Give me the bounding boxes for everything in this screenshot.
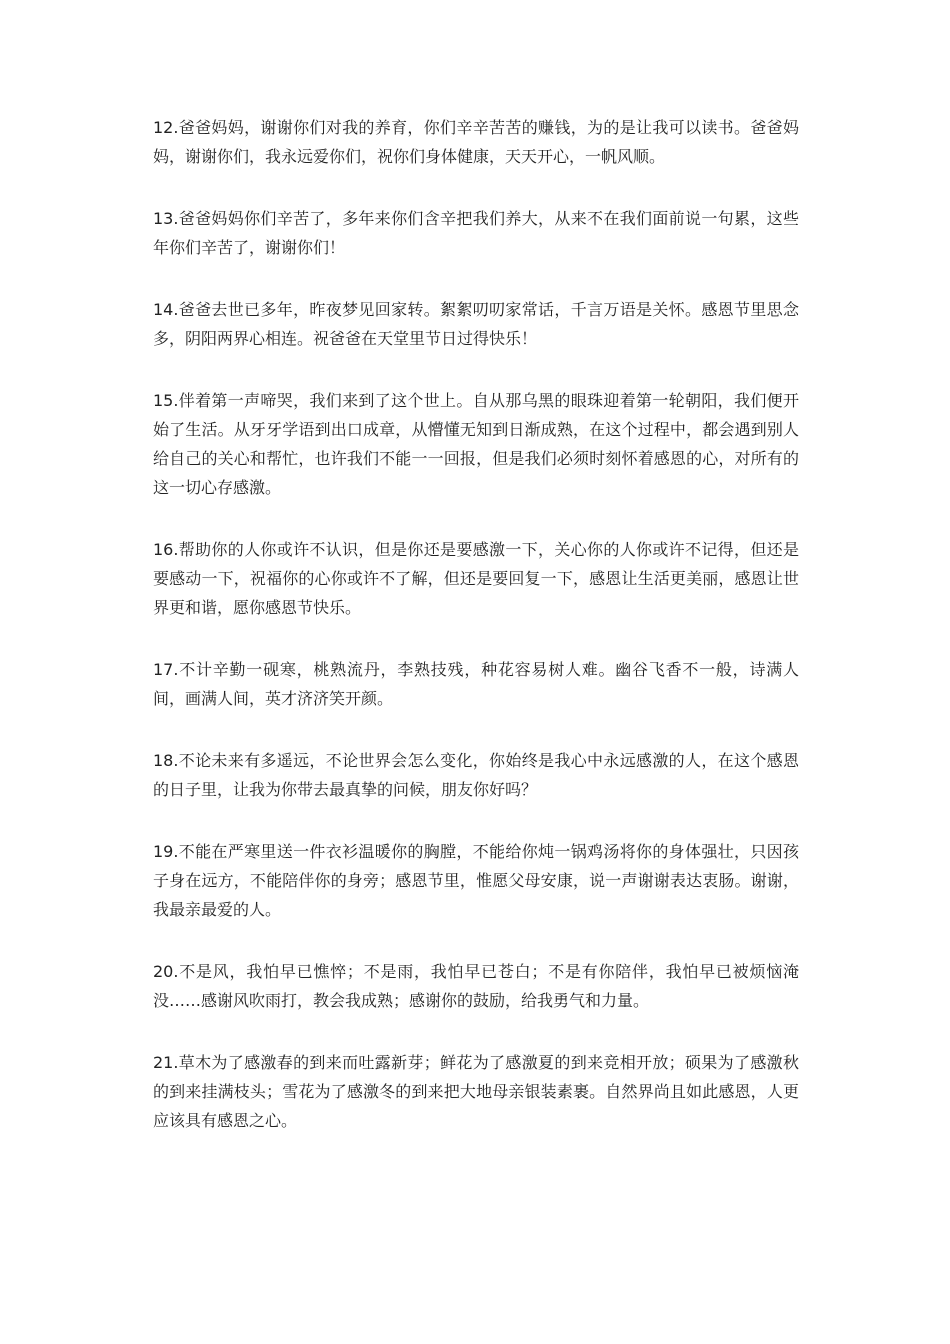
paragraph-19: 19.不能在严寒里送一件衣衫温暖你的胸膛，不能给你炖一锅鸡汤将你的身体强壮，只因孩子身在远方，不能陪伴你的身旁；感恩节里，惟愿父母安康，说一声谢谢表达衷肠。谢谢，我最亲最爱的人。 xyxy=(153,842,799,919)
paragraph-20: 20.不是风，我怕早已憔悴；不是雨，我怕早已苍白；不是有你陪伴，我怕早已被烦恼淹没……感谢风吹雨打，教会我成熟；感谢你的鼓励，给我勇气和力量。 xyxy=(153,962,799,1010)
paragraph-17: 17.不计辛勤一砚寒，桃熟流丹，李熟技残，种花容易树人难。幽谷飞香不一般，诗满人间，画满人间，英才济济笑开颜。 xyxy=(153,660,799,708)
document-body xyxy=(153,113,799,1168)
paragraph-14: 14.爸爸去世已多年，昨夜梦见回家转。絮絮叨叨家常话，千言万语是关怀。感恩节里思念多，阴阳两界心相连。祝爸爸在天堂里节日过得快乐！ xyxy=(153,300,799,348)
paragraph-15: 15.伴着第一声啼哭，我们来到了这个世上。自从那乌黑的眼珠迎着第一轮朝阳，我们便开始了生活。从牙牙学语到出口成章，从懵懂无知到日渐成熟，在这个过程中，都会遇到别人给自己的关心和帮忙，也许我们不能一一回报，但是我们必须时刻怀着感恩的心，对所有的这一切心存感激。 xyxy=(153,391,799,497)
paragraph-21: 21.草木为了感激春的到来而吐露新芽；鲜花为了感激夏的到来竞相开放；硕果为了感激秋的到来挂满枝头；雪花为了感激冬的到来把大地母亲银装素裹。自然界尚且如此感恩，人更应该具有感恩之心。 xyxy=(153,1053,799,1130)
paragraph-12: 12.爸爸妈妈，谢谢你们对我的养育，你们辛辛苦苦的赚钱，为的是让我可以读书。爸爸妈妈，谢谢你们，我永远爱你们，祝你们身体健康，天天开心，一帆风顺。 xyxy=(153,118,799,166)
paragraph-18: 18.不论未来有多遥远，不论世界会怎么变化，你始终是我心中永远感激的人，在这个感恩的日子里，让我为你带去最真挚的问候，朋友你好吗？ xyxy=(153,751,799,799)
paragraph-16: 16.帮助你的人你或许不认识，但是你还是要感激一下，关心你的人你或许不记得，但还是要感动一下，祝福你的心你或许不了解，但还是要回复一下，感恩让生活更美丽，感恩让世界更和谐，愿你感恩节快乐。 xyxy=(153,540,799,617)
paragraph-13: 13.爸爸妈妈你们辛苦了，多年来你们含辛把我们养大，从来不在我们面前说一句累，这些年你们辛苦了，谢谢你们！ xyxy=(153,209,799,257)
